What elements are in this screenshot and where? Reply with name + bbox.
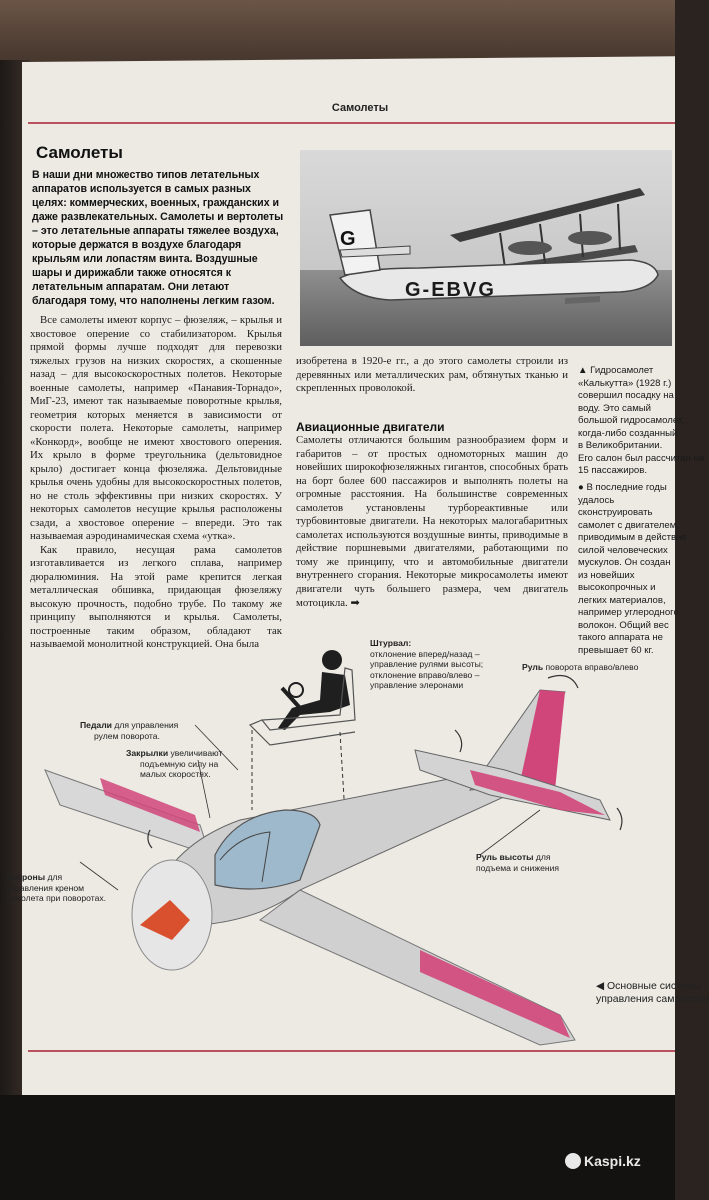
body-column-right-top: изобретена в 1920-е гг., а до этого самолеты строили из деревянных или металлических рам, обтянутых тканью и скрепленных проволокой. <box>296 355 568 394</box>
side-caption-seaplane <box>578 365 705 478</box>
caption-line: легких материалов, <box>578 594 666 606</box>
ailerons-label-bold: Элероны <box>6 872 46 882</box>
airplane-diagram <box>0 620 709 1060</box>
body-column-left <box>30 314 282 652</box>
diagram-caption-line: ◀ Основные системы <box>596 980 702 992</box>
elevator-label <box>476 852 559 873</box>
yoke-label-title: Штурвал: <box>370 638 412 648</box>
caption-line: ● В последние годы <box>578 482 667 493</box>
header-rule <box>28 122 675 124</box>
background-bottom <box>0 1095 675 1200</box>
article-title: Самолеты <box>36 143 123 162</box>
ailerons-label-text: для <box>47 872 63 882</box>
caption-line: превышает 60 кг. <box>578 644 654 656</box>
photo-tail-letter: G <box>340 228 356 250</box>
caption-line: в Великобритании. <box>578 440 663 451</box>
body-paragraph: Как правило, несущая рама самолетов изготавливается из легкого сплава, например дюралюминия. На этой раме крепится легкая металлическая обшивка, придающая фюзеляжу высокую прочность, подобно трубе. По такому же принципу выполняются и крылья. Самолеты, построенные таким образом, обладают так называемой монолитной конструкцией. Она была <box>30 543 282 650</box>
running-head: Самолеты <box>331 102 389 114</box>
footer-rule <box>28 1050 675 1052</box>
caption-line: силой человеческих <box>578 544 668 556</box>
pedals-label-bold: Педали <box>80 720 112 730</box>
pedals-label-text: для управления <box>114 720 179 730</box>
caption-line: сконструировать <box>578 507 653 518</box>
caption-line: например углеродного <box>578 607 679 618</box>
elevator-label-bold: Руль высоты <box>476 852 534 862</box>
yoke-label-line: управление рулями высоты; <box>370 659 484 669</box>
body-column-right <box>296 434 568 611</box>
body-paragraph: Все самолеты имеют корпус – фюзеляж, – крылья и хвостовое оперение со стабилизатором. Крылья прямой формы лучше подходят для перевозки тяжелых грузов на низких скоростях, а скошенные назад – для высокоскоростных полетов. Некоторые военные самолеты, например «Панавия-Торнадо», МиГ-23, имеют так называемые поворотные крылья, геометрия которых меняется в зависимости от скорости полета. Некоторые самолеты, например «Конкорд», вообще не имеют хвостового оперения. Их крыло в форме треугольника (дельтовидное крыло) достигает конца фюзеляжа. Дельтовидные крылья очень удобны для высокоскоростных полетов, но не столь эффективны при низких скоростях. У некоторых самолетов несущие крылья расположены сзади, а хвостовое оперение – впереди. Это так называемая аэродинамическая схема «утка». <box>30 314 282 542</box>
pedals-label-line: рулем поворота. <box>94 730 160 741</box>
ailerons-label-line: управления креном <box>6 882 85 893</box>
yoke-label <box>370 638 483 691</box>
section-subhead: Авиационные двигатели <box>296 420 445 434</box>
lead-paragraph: В наши дни множество типов летательных аппаратов используется в самых разных целях: коммерческих, военных, гражданских и даже развлекательных. Самолеты и вертолеты – это летательные аппараты тяжелее воздуха, которые держатся в воздухе благодаря крыльям или лопастям винта. Воздушные шары и дирижабли также относятся к летательным аппаратам. Они летают благодаря тому, что наполнены легким газом. <box>32 169 284 307</box>
watermark-text: Kaspi.kz <box>584 1153 641 1169</box>
caption-line: Его салон был рассчитан на <box>578 452 705 464</box>
diagram-caption <box>596 980 709 1006</box>
ailerons-label <box>6 872 106 904</box>
caption-line: удалось <box>578 494 615 506</box>
caption-line: приводимым в действие <box>578 532 687 543</box>
yoke-label-line: отклонение вправо/влево – <box>370 669 480 680</box>
elevator-label-text: для <box>535 852 551 862</box>
caption-line: мускулов. Он создан <box>578 557 671 568</box>
continue-arrow-icon: ➡ <box>350 596 360 609</box>
ailerons-label-line: самолета при поворотах. <box>6 893 107 903</box>
rudder-label-bold: Руль <box>522 662 544 672</box>
seaplane-photo <box>300 150 672 346</box>
flaps-label <box>126 748 222 780</box>
flaps-label-text: увеличивают <box>170 748 223 758</box>
caption-line: волокон. Общий вес <box>578 619 669 631</box>
flaps-label-line: подъемную силу на <box>140 758 219 769</box>
caption-line: такого аппарата не <box>578 632 663 643</box>
photo-registration: G-EBVG <box>405 279 496 301</box>
diagram-caption-line: управления самолетом <box>596 993 709 1005</box>
rudder-label-text: поворота вправо/влево <box>545 662 639 672</box>
caption-line: высокопрочных и <box>578 582 656 593</box>
caption-line: 15 пассажиров. <box>578 465 648 476</box>
caption-line: когда-либо созданный <box>578 427 678 439</box>
caption-line: большой гидросамолет, <box>578 415 684 426</box>
flaps-label-bold: Закрылки <box>126 748 169 758</box>
caption-line: «Калькутта» (1928 г.) <box>578 377 672 389</box>
elevator-label-line: подъема и снижения <box>476 862 560 873</box>
flaps-label-line: малых скоростях. <box>140 769 211 779</box>
caption-line: воду. Это самый <box>578 402 652 414</box>
caption-line: из новейших <box>578 569 635 581</box>
caption-line: ▲ Гидросамолет <box>578 365 654 376</box>
rudder-label <box>522 662 638 673</box>
caption-line: самолет с двигателем, <box>578 519 679 531</box>
pedals-label <box>80 720 178 741</box>
kaspi-logo-icon <box>565 1153 581 1169</box>
watermark <box>565 1153 641 1169</box>
caption-line: совершил посадку на <box>578 390 674 401</box>
yoke-label-line: отклонение вперед/назад – <box>370 648 480 659</box>
yoke-label-line: управление элеронами <box>370 680 464 690</box>
body-paragraph: Самолеты отличаются большим разнообразием форм и габаритов – от простых одномоторных машин до новейших широкофюзеляжных гигантов, способных брать на борт более 600 пассажиров и выполнять полеты на огромные расстояния. На большинстве современных самолетов установлены турбореактивные или турбовинтовые двигатели. На некоторых малогабаритных самолетах используются воздушные винты, приводимые в действие поршневыми двигателями, работающими по тому же принципу, что и автомобильные двигатели внутреннего сгорания. Некоторые микросамолеты имеют двигатели чуть большего размера, чем двигатель мотоцикла. <box>296 434 568 609</box>
right-wing <box>260 890 575 1045</box>
